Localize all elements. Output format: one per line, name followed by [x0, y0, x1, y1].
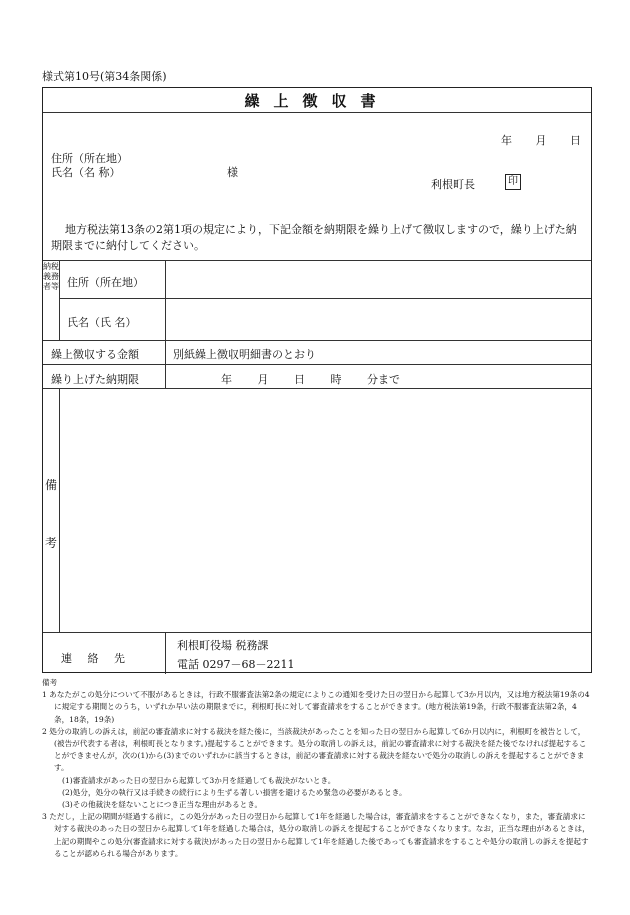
note-2-2: (2)処分，処分の執行又は手続きの続行により生ずる著しい損害を避けるため緊急の必要があるとき。	[62, 787, 407, 797]
contact-office: 利根町役場 税務課	[177, 639, 269, 652]
amount-value: 別紙繰上徴収明細書のとおり	[173, 348, 316, 361]
divider	[59, 298, 591, 299]
remarks-label-2: 考	[45, 536, 58, 550]
divider	[165, 632, 166, 674]
note-2: 2 処分の取消しの訴えは，前記の審査請求に対する裁決を経た後に，当該裁決があったことを知った日の翌日から起算して6か月以内に，利根町を被告として，(被告が代表する者は，利根町長となります。)提起することができます。処分の取消しの訴えは，前記の審査請求に対する裁決を経た後でなければ提起することができませんが，次の(1)から(3)までのいずれかに該当するときは，前記の審査請求に対する裁決を経ないで処分の取消しの訴えを提起することができます。	[42, 726, 587, 773]
form-frame	[42, 87, 592, 673]
notes-section	[42, 677, 592, 860]
contact-label: 連 絡 先	[61, 652, 131, 665]
notes-heading: 備考	[42, 678, 58, 687]
divider	[43, 112, 591, 113]
remarks-label-1: 備	[45, 478, 58, 492]
note-2-3: (3)その他裁決を経ないことにつき正当な理由があるとき。	[62, 800, 263, 810]
statement-text: 地方税法第13条の2第1項の規定により，下記金額を納期限を繰り上げて徴収しますので，繰り上げた納期限までに納付してください。	[51, 223, 577, 252]
issue-date: 年 月 日	[501, 134, 581, 147]
deadline-value: 年 月 日 時 分まで	[221, 373, 400, 386]
recipient-address-label: 住所（所在地）	[51, 152, 128, 165]
divider	[43, 388, 591, 389]
divider	[59, 388, 60, 632]
note-3: 3 ただし，上記の期間が経過する前に，この処分があった日の翌日から起算して1年を経過した場合は，審査請求をすることができなくなり，また，審査請求に対する裁決のあった日の翌日から起算して1年を経過した場合は，処分の取消しの訴えを提起することができなくなります。なお，正当な理由があるときは，上記の期間やこの処分(審査請求に対する裁決)があった日の翌日から起算して1年を経過した後であっても審査請求をすることや処分の取消しの訴えを提起することが認められる場合があります。	[42, 812, 590, 858]
note-2-1: (1)審査請求があった日の翌日から起算して3か月を経過しても裁決がないとき。	[62, 775, 336, 785]
honorific: 様	[227, 166, 238, 179]
issuer-title: 利根町長	[431, 178, 475, 191]
seal-mark: 印	[505, 174, 521, 190]
taxpayer-name-label: 氏名（氏 名）	[67, 316, 137, 329]
deadline-label: 繰り上げた納期限	[51, 373, 139, 386]
note-1: 1 あなたがこの処分について不服があるときは，行政不服審査法第2条の規定によりこの通知を受けた日の翌日から起算して3か月以内，又は地方税法第19条の4に規定する期間とのうち，いずれか早い法の期限までに，利根町長に対して審査請求をすることができます。(地方税法第19条，行政不服審査法第2条，4条，18条，19条)	[42, 690, 590, 724]
recipient-name-label: 氏名（名 称）	[51, 166, 121, 179]
divider	[59, 260, 60, 340]
divider	[43, 340, 591, 341]
contact-phone: 電話 0297－68－2211	[177, 658, 295, 671]
taxpayer-address-label: 住所（所在地）	[67, 276, 144, 289]
divider	[43, 632, 591, 633]
divider	[165, 260, 166, 388]
amount-label: 繰上徴収する金額	[51, 348, 139, 361]
form-number: 様式第10号(第34条関係)	[42, 70, 167, 83]
divider	[43, 364, 591, 365]
divider	[43, 260, 591, 261]
document-title: 繰上徴収書	[244, 92, 390, 110]
taxpayer-vertical-label: 納税義務者等	[43, 262, 59, 291]
